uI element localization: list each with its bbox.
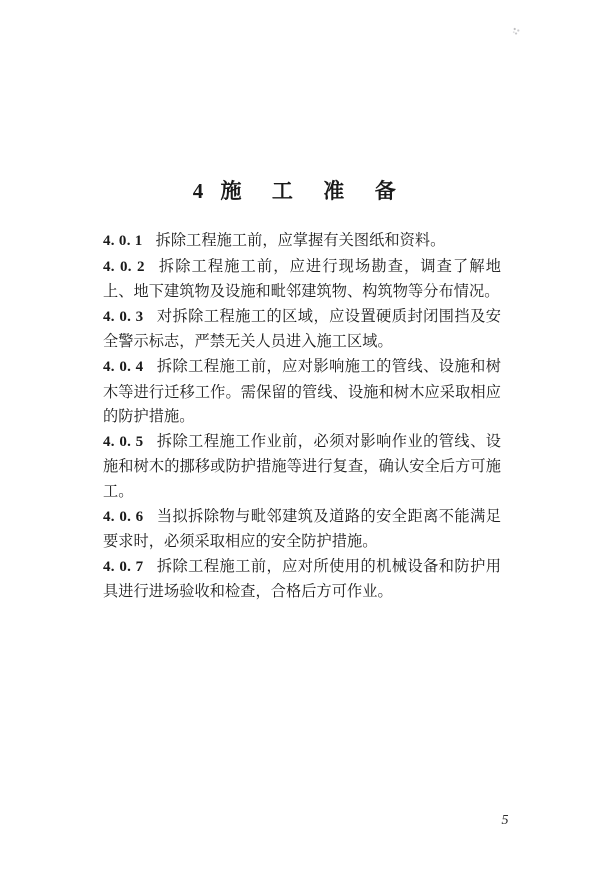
- clause-item: [103, 429, 501, 504]
- clause-item: [103, 304, 501, 354]
- clause-number: 4. 0. 5: [103, 433, 144, 450]
- page-number: 5: [501, 813, 509, 828]
- chapter-heading: [0, 180, 600, 202]
- clause-text: 拆除工程施工前，应对所使用的机械设备和防护用具进行进场验收和检查，合格后方可作业。: [103, 556, 501, 601]
- clause-item: [103, 554, 501, 604]
- clause-number: 4. 0. 2: [103, 258, 145, 275]
- chapter-title-text: 施 工 准 备: [220, 178, 408, 204]
- clause-item: [103, 254, 501, 304]
- clause-number: 4. 0. 7: [103, 558, 144, 575]
- clause-number: 4. 0. 4: [103, 358, 144, 375]
- clause-text: 当拟拆除物与毗邻建筑及道路的安全距离不能满足要求时，必须采取相应的安全防护措施。: [103, 506, 501, 551]
- chapter-number: 4: [192, 179, 205, 204]
- clause-number: 4. 0. 6: [103, 508, 144, 525]
- clause-text: 拆除工程施工作业前，必须对影响作业的管线、设施和树木的挪移或防护措施等进行复查，确认安全后方可施工。: [103, 431, 501, 500]
- clause-item: [103, 504, 501, 554]
- clause-text: 对拆除工程施工的区域，应设置硬质封闭围挡及安全警示标志，严禁无关人员进入施工区域。: [103, 306, 501, 351]
- clause-text: 拆除工程施工前，应进行现场勘查，调查了解地上、地下建筑物及设施和毗邻建筑物、构筑物等分布情况。: [103, 256, 501, 301]
- scan-artifact-speck: [512, 26, 521, 36]
- clause-text: 拆除工程施工前，应掌握有关图纸和资料。: [155, 231, 446, 249]
- clause-number: 4. 0. 3: [103, 308, 144, 325]
- clause-item: [103, 228, 501, 254]
- clause-list: [103, 228, 501, 604]
- clause-text: 拆除工程施工前，应对影响施工的管线、设施和树木等进行迁移工作。需保留的管线、设施和树木应采取相应的防护措施。: [103, 356, 501, 426]
- clause-item: [103, 354, 501, 429]
- clause-number: 4. 0. 1: [103, 233, 143, 249]
